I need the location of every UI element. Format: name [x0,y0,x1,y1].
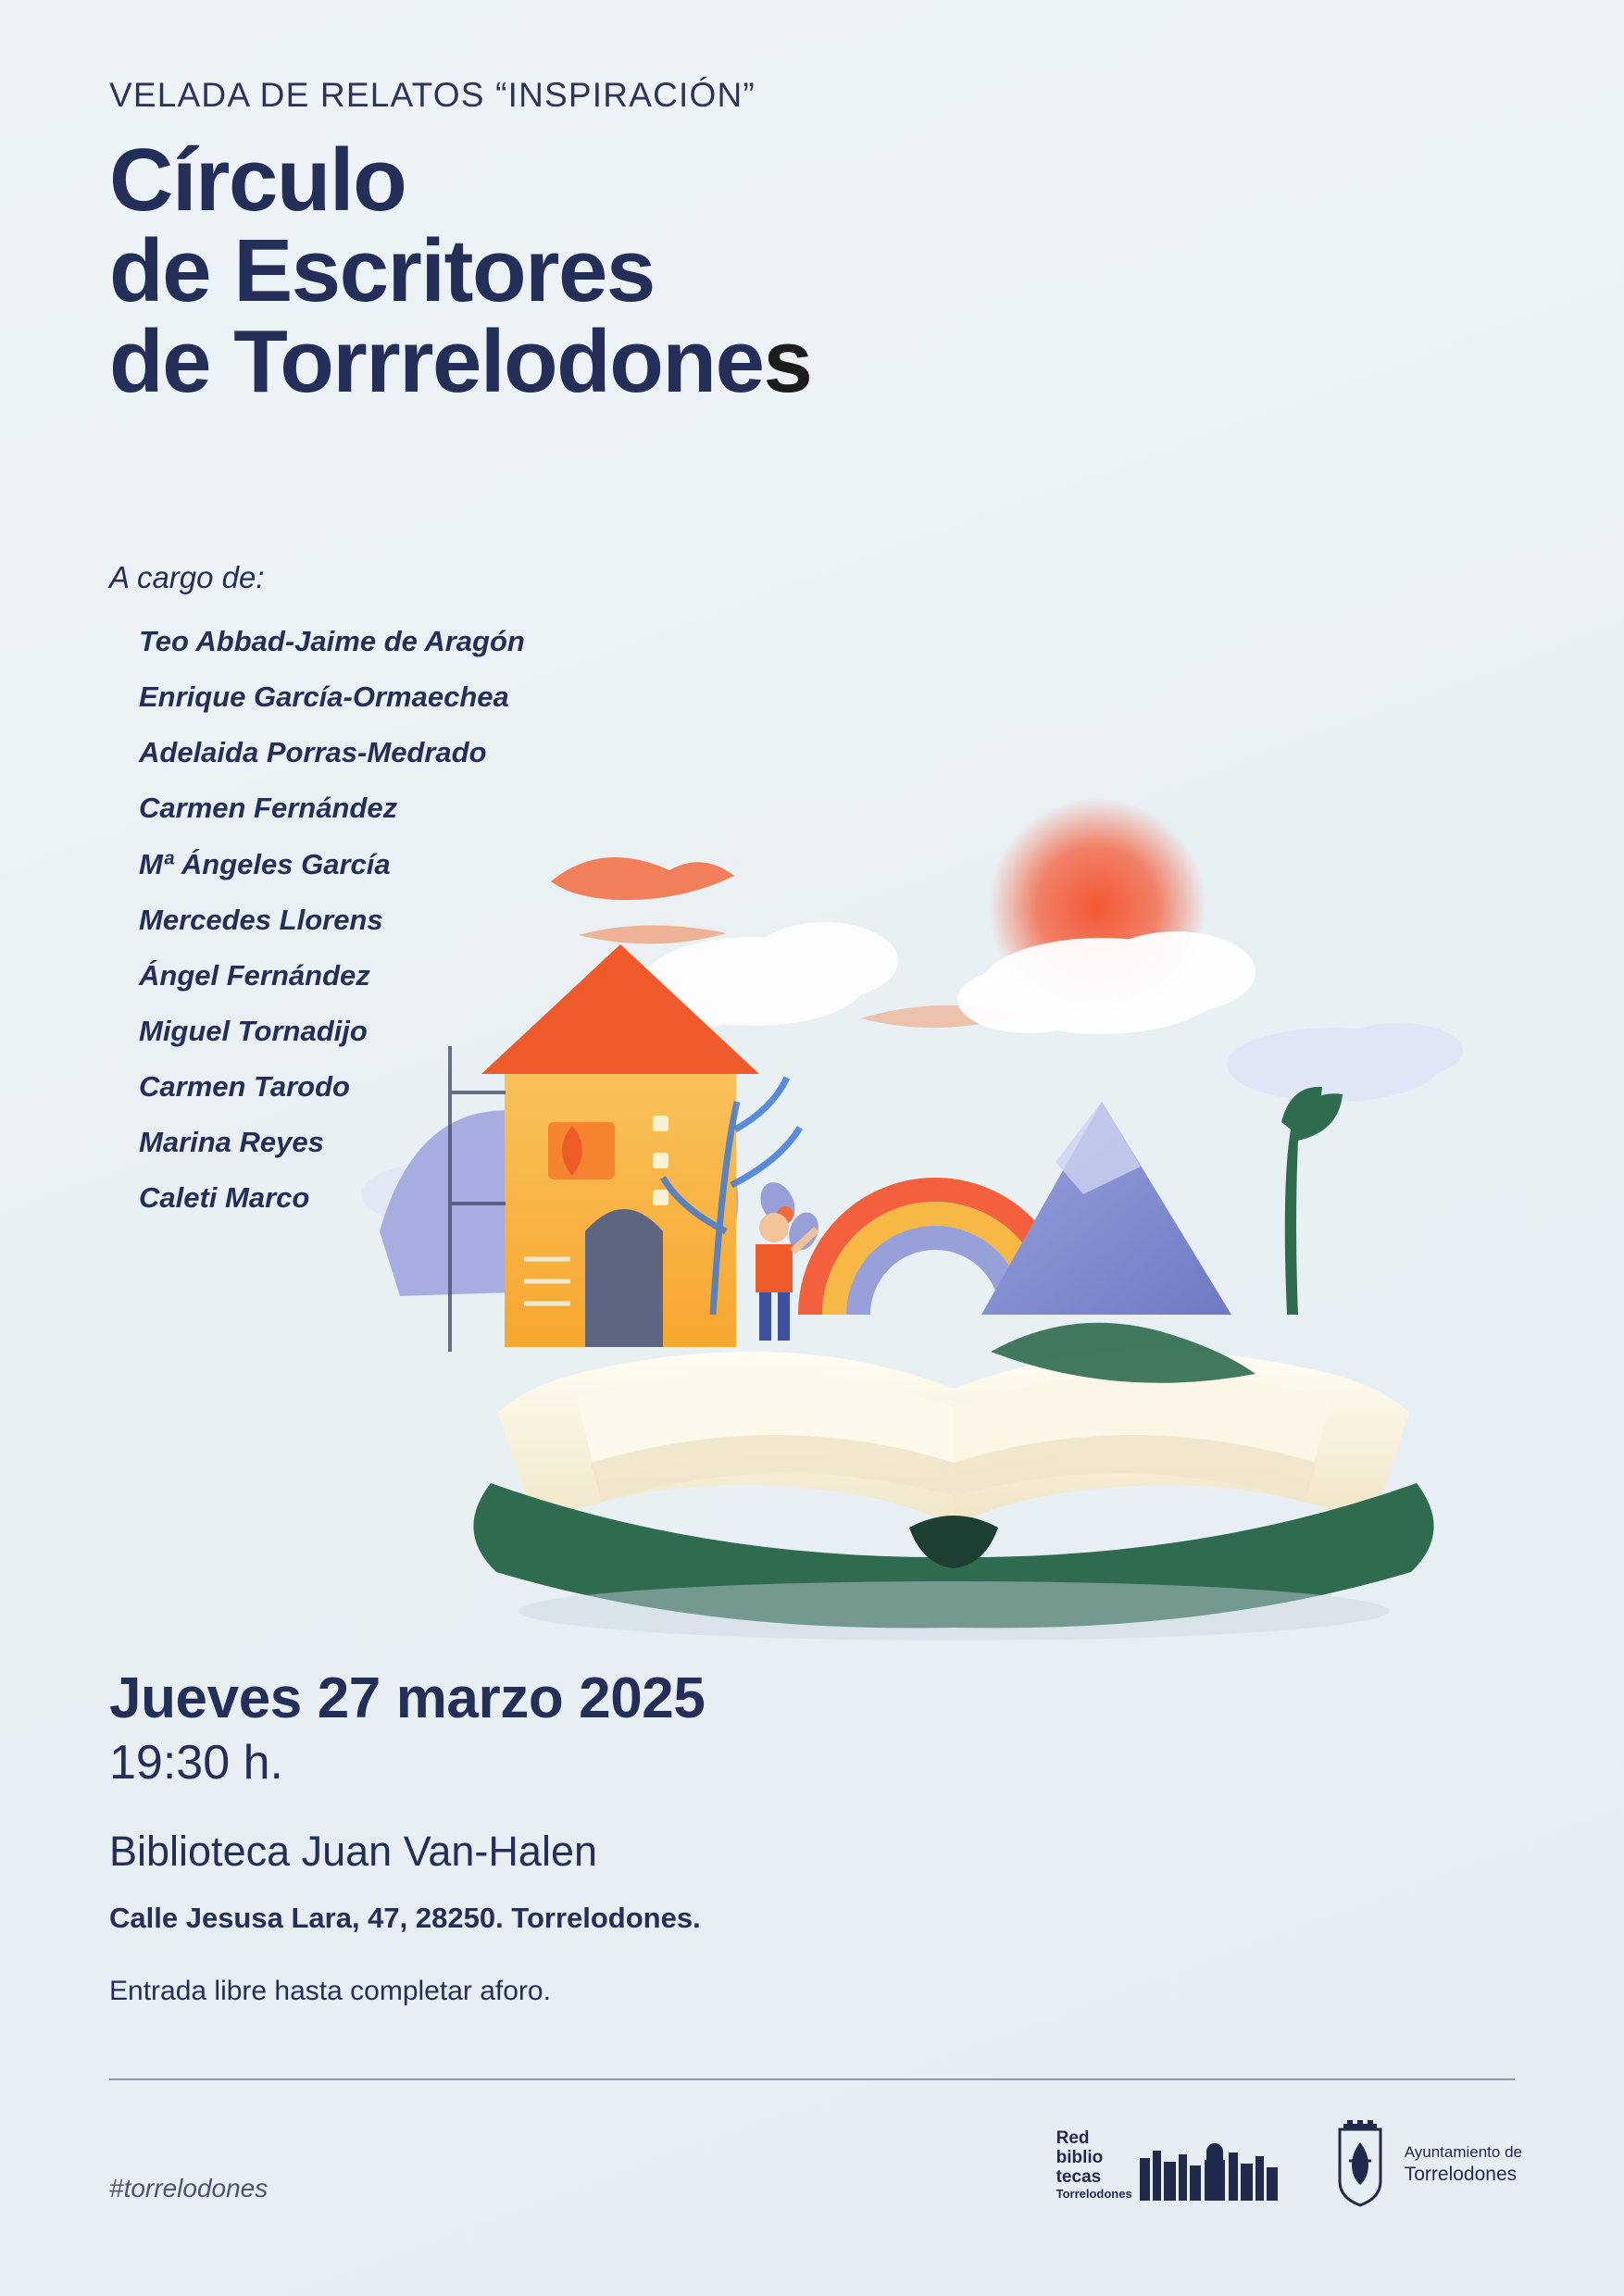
title-line-2: de Escritores [109,220,655,320]
list-item: Caleti Marco [139,1181,310,1215]
open-book-illustration [343,796,1565,1685]
hashtag: #torrelodones [109,2174,269,2202]
poster-kicker: VELADA DE RELATOS “INSPIRACIÓN” [109,76,756,114]
event-time: 19:30 h. [109,1736,283,1791]
ayto-line-2: Torrelodones [1404,2163,1518,2185]
logo-line-torrelodones: Torrelodones [1056,2186,1132,2201]
list-item: Miguel Tornadijo [139,1014,368,1047]
event-address: Calle Jesusa Lara, 47, 28250. Torrelodones. [109,1901,701,1934]
event-venue: Biblioteca Juan Van-Halen [109,1827,597,1875]
list-item: Teo Abbad-Jaime de Aragón [139,625,525,657]
list-item: Adelaida Porras-Medrado [139,736,487,769]
list-item: Ángel Fernández [139,958,370,992]
title-line-3-tail: s [763,311,812,411]
logo-line-tecas: tecas [1056,2167,1102,2188]
list-item: Enrique García-Ormaechea [139,680,509,714]
event-info [109,1666,1220,2007]
event-date: Jueves 27 marzo 2025 [109,1666,706,1730]
page-title [109,131,1498,411]
logo-line-red: Red [1056,2128,1090,2148]
title-line-3: de Torrrelodone [109,311,764,411]
credits-label: A cargo de: [109,560,265,594]
red-bibliotecas-logo [1056,2128,1279,2201]
list-item: Marina Reyes [139,1126,324,1159]
footer-divider [109,2078,1515,2080]
list-item: Mª Ángeles García [139,847,391,880]
coat-of-arms-icon [1327,2120,1393,2209]
poster-header [109,76,1498,411]
red-bibliotecas-wordmark [1056,2128,1132,2201]
list-item: Carmen Fernández [139,792,398,825]
ayuntamiento-wordmark [1405,2142,1522,2187]
list-item: Carmen Tarodo [139,1070,350,1103]
entry-note: Entrada libre hasta completar aforo. [109,1975,551,2006]
logo-line-biblio: biblio [1056,2148,1104,2168]
ayto-line-1: Ayuntamiento de [1404,2143,1522,2162]
ayuntamiento-logo [1327,2120,1522,2209]
title-line-1: Círculo [109,131,406,230]
list-item: Mercedes Llorens [139,903,383,936]
footer-logos [1056,2120,1522,2209]
books-bars-icon [1140,2140,1279,2201]
